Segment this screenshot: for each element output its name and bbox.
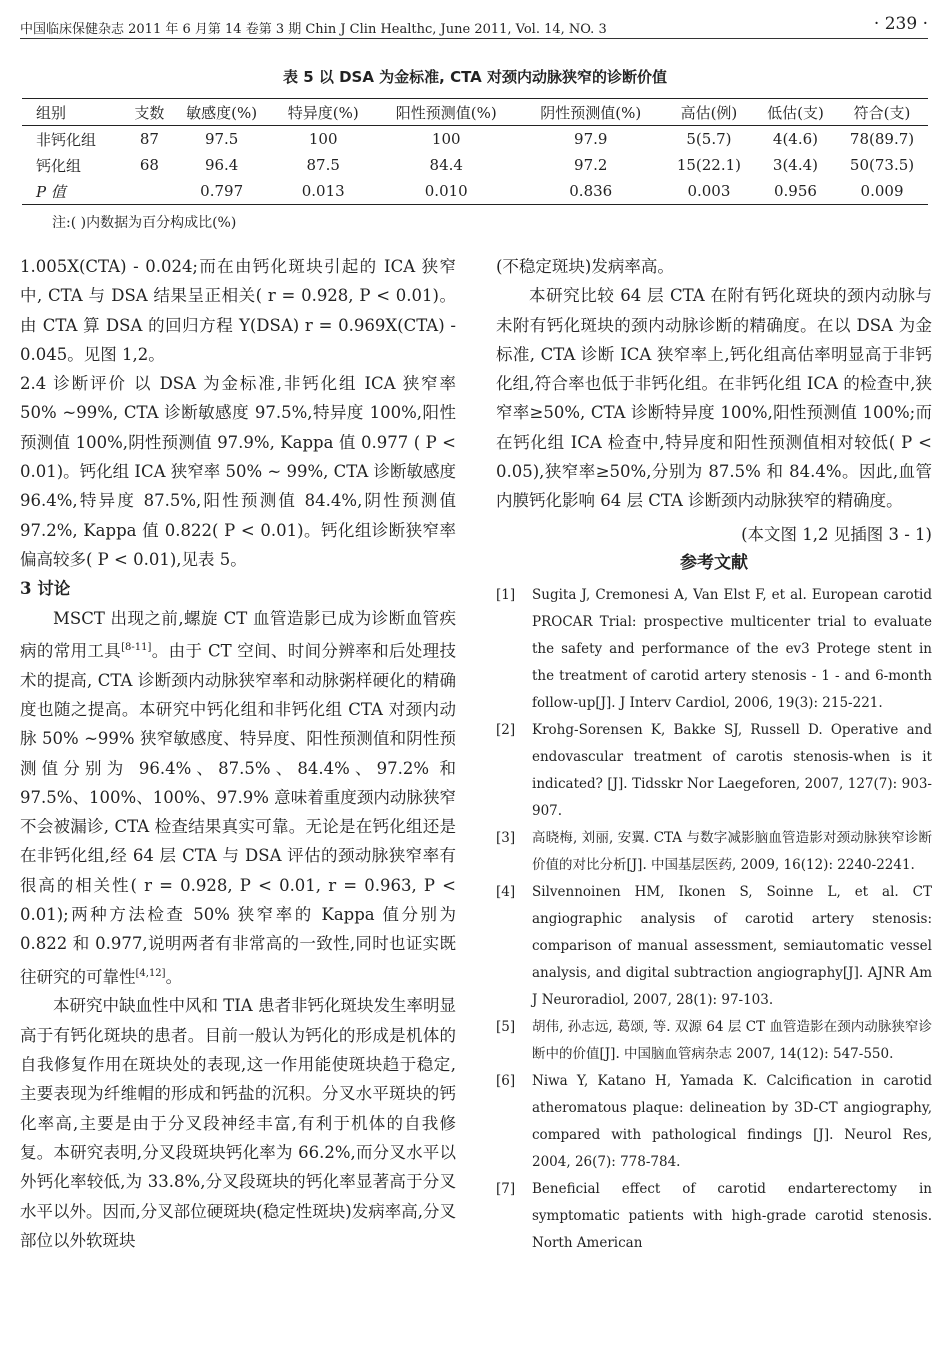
table-cell: 78(89.7) <box>849 130 915 148</box>
table-cell: 0.013 <box>272 178 374 205</box>
reference-number: [3] <box>496 830 516 847</box>
citation: [8-11] <box>121 641 152 653</box>
page-number: · 239 · <box>873 14 928 34</box>
left-column <box>20 252 456 1255</box>
table-cell: 87 <box>139 130 159 148</box>
table-row <box>22 126 928 153</box>
table-cell: 97.9 <box>574 130 608 148</box>
paragraph <box>20 604 456 992</box>
reference-number: [1] <box>496 587 516 604</box>
column-header: 组别 <box>22 99 128 126</box>
reference-item <box>496 825 932 879</box>
table-row <box>22 178 928 205</box>
table-cell: 4(4.6) <box>772 130 819 148</box>
reference-text: Niwa Y, Katano H, Yamada K. Calcification in carotid atheromatous plaque: delineation by 3D-CT angiography, compared with pathological findings [J]. Neurol Res, 2004, 26(7): 778-784. <box>532 1073 932 1171</box>
reference-text: Sugita J, Cremonesi A, Van Elst F, et al. European carotid PROCAR Trial: prospective multicenter trial to evaluate the safety and performance of the ev3 Protege stent in the treatment of carotid artery stenosis - 1 - and 6-month follow-up[J]. J Interv Cardiol, 2006, 19(3): 215-221. <box>532 587 932 712</box>
reference-list <box>496 582 932 1257</box>
table-cell: 97.2 <box>574 156 608 174</box>
reference-number: [6] <box>496 1073 516 1090</box>
table-cell: 15(22.1) <box>676 156 742 174</box>
table-cell: P 值 <box>22 178 128 205</box>
column-header: 阴性预测值(%) <box>519 99 664 126</box>
table-cell: 0.003 <box>663 178 755 205</box>
table-cell: 100 <box>431 130 461 148</box>
paragraph: 1.005X(CTA) - 0.024;而在由钙化斑块引起的 ICA 狭窄中, CTA 与 DSA 结果呈正相关( r = 0.928, P < 0.01)。由 CTA 算 DSA 的回归方程 Y(DSA) r = 0.969X(CTA) - 0.045。见图 1,2。 <box>20 257 456 364</box>
table-cell: 钙化组 <box>36 156 82 175</box>
reference-number: [7] <box>496 1181 516 1198</box>
table-cell: 50(73.5) <box>849 156 915 174</box>
table-cell: 3(4.4) <box>772 156 819 174</box>
column-header: 特异度(%) <box>272 99 374 126</box>
table-cell: 0.009 <box>836 178 928 205</box>
table-cell: 84.4 <box>429 156 463 174</box>
table-title: 表 5 以 DSA 为金标准, CTA 对颈内动脉狭窄的诊断价值 <box>282 68 668 86</box>
reference-number: [4] <box>496 884 516 901</box>
table-cell: 0.836 <box>519 178 664 205</box>
references-title: 参考文献 <box>680 552 748 573</box>
paragraph: 本研究比较 64 层 CTA 在附有钙化斑块的颈内动脉与未附有钙化斑块的颈内动脉诊断的精确度。在以 DSA 为金标准, CTA 诊断 ICA 狭窄率上,钙化组高估率明显高于非钙化组,符合率也低于非钙化组。在非钙化组 ICA 的检查中,狭窄率≥50%, CTA 诊断特异度 100%,阳性预测值 100%;而在钙化组 ICA 检查中,特异度和阳性预测值相对较低( P < 0.05),狭窄率≥50%,分别为 87.5% 和 84.4%。因此,血管内膜钙化影响 64 层 CTA 诊断颈内动脉狭窄的精确度。 <box>496 286 932 511</box>
column-header: 支数 <box>128 99 171 126</box>
paragraph: (不稳定斑块)发病率高。 <box>496 257 674 276</box>
paragraph: 本研究中缺血性中风和 TIA 患者非钙化斑块发生率明显高于有钙化斑块的患者。目前一般认为钙化的形成是机体的自我修复作用在斑块处的表现,这一作用能使斑块趋于稳定,主要表现为纤维帽的形成和钙盐的沉积。分叉水平斑块的钙化率高,主要是由于分叉段神经丰富,有利于机体的自我修复。本研究表明,分叉段斑块钙化率为 66.2%,而分叉水平以外钙化率较低,为 33.8%,分叉段斑块的钙化率显著高于分叉水平以外。因而,分叉部位硬斑块(稳定性斑块)发病率高,分叉部位以外软斑块 <box>20 996 456 1250</box>
table-cell: 非钙化组 <box>36 130 97 149</box>
paragraph-text: MSCT 出现之前,螺旋 CT 血管造影已成为诊断血管疾病的常用工具 <box>20 608 456 661</box>
reference-item <box>496 1014 932 1068</box>
reference-number: [2] <box>496 722 516 739</box>
right-column <box>496 252 932 1257</box>
results-table <box>22 98 928 205</box>
table-cell: 68 <box>139 156 159 174</box>
column-header: 阳性预测值(%) <box>374 99 519 126</box>
table-cell: 100 <box>308 130 338 148</box>
table-cell <box>128 178 171 205</box>
reference-text: 高晓梅, 刘丽, 安翼. CTA 与数字减影脑血管造影对颈动脉狭窄诊断价值的对比分析[J]. 中国基层医药, 2009, 16(12): 2240-2241. <box>532 830 932 874</box>
table-cell: 97.5 <box>204 130 239 148</box>
table-note: 注:( )内数据为百分构成比(%) <box>52 215 237 231</box>
reference-text: Silvennoinen HM, Ikonen S, Soinne L, et al. CT angiographic analysis of carotid artery stenosis: comparison of manual assessment, semiautomatic vessel analysis, and digital subtraction angiography[J]. AJNR Am J Neuroradiol, 2007, 28(1): 97-103. <box>532 884 932 1009</box>
table-cell: 0.797 <box>171 178 273 205</box>
column-header: 敏感度(%) <box>171 99 273 126</box>
citation: [4,12] <box>135 967 166 979</box>
table-cell: 87.5 <box>306 156 340 174</box>
reference-item <box>496 582 932 717</box>
section-heading: 3 讨论 <box>20 579 71 599</box>
column-header: 低估(支) <box>755 99 836 126</box>
table-cell: 0.956 <box>755 178 836 205</box>
journal-info: 中国临床保健杂志 2011 年 6 月第 14 卷第 3 期 Chin J Clin Healthc, June 2011, Vol. 14, NO. 3 <box>20 22 607 37</box>
reference-item <box>496 879 932 1014</box>
reference-text: Beneficial effect of carotid endarterectomy in symptomatic patients with high-grade carotid stenosis. North American <box>532 1181 932 1252</box>
reference-text: Krohg-Sorensen K, Bakke SJ, Russell D. Operative and endovascular treatment of carotis stenosis-when is it indicated? [J]. Tidsskr Nor Laegeforen, 2007, 127(7): 903-907. <box>532 722 932 820</box>
reference-item <box>496 717 932 825</box>
table-cell: 0.010 <box>374 178 519 205</box>
reference-item <box>496 1068 932 1176</box>
figure-reference: (本文图 1,2 见插图 3 - 1) <box>741 524 932 544</box>
table-row <box>22 152 928 178</box>
column-header: 高估(例) <box>663 99 755 126</box>
column-header: 符合(支) <box>836 99 928 126</box>
table-cell: 5(5.7) <box>686 130 732 148</box>
table-header-row <box>22 99 928 126</box>
reference-text: 胡伟, 孙志远, 葛颂, 等. 双源 64 层 CT 血管造影在颈内动脉狭窄诊断中的价值[J]. 中国脑血管病杂志 2007, 14(12): 547-550. <box>532 1019 932 1063</box>
reference-item <box>496 1176 932 1257</box>
table-cell: 96.4 <box>204 156 239 174</box>
page-header <box>20 14 928 39</box>
paragraph: 2.4 诊断评价 以 DSA 为金标准,非钙化组 ICA 狭窄率 50% ~99%, CTA 诊断敏感度 97.5%,特异度 100%,阳性预测值 100%,阴性预测值 97.9%, Kappa 值 0.977 ( P < 0.01)。钙化组 ICA 狭窄率 50% ~ 99%, CTA 诊断敏感度 96.4%,特异度 87.5%,阳性预测值 84.4%,阴性预测值 97.2%, Kappa 值 0.822( P < 0.01)。钙化组诊断狭窄率偏高较多( P < 0.01),见表 5。 <box>20 374 457 569</box>
paragraph-text: 。由于 CT 空间、时间分辨率和后处理技术的提高, CTA 诊断颈内动脉狭窄率和动脉粥样硬化的精确度也随之提高。本研究中钙化组和非钙化组 CTA 对颈内动脉 50% ~99% 狭窄敏感度、特异度、阳性预测值和阴性预测值分别为 96.4%、87.5%、84.4%、97.2% 和 97.5%、100%、100%、97.9% 意味着重度颈内动脉狭窄不会被漏诊, CTA 检查结果真实可靠。无论是在钙化组还是在非钙化组,经 64 层 CTA 与 DSA 评估的颈动脉狭窄率有很高的相关性( r = 0.928, P < 0.01, r = 0.963, P < 0.01);两种方法检查 50% 狭窄率的 Kappa 值分别为 0.822 和 0.977,说明两者有非常高的一致性,同时也证实既往研究的可靠性 <box>20 641 457 987</box>
paragraph-text: 。 <box>165 967 183 987</box>
reference-number: [5] <box>496 1019 516 1036</box>
